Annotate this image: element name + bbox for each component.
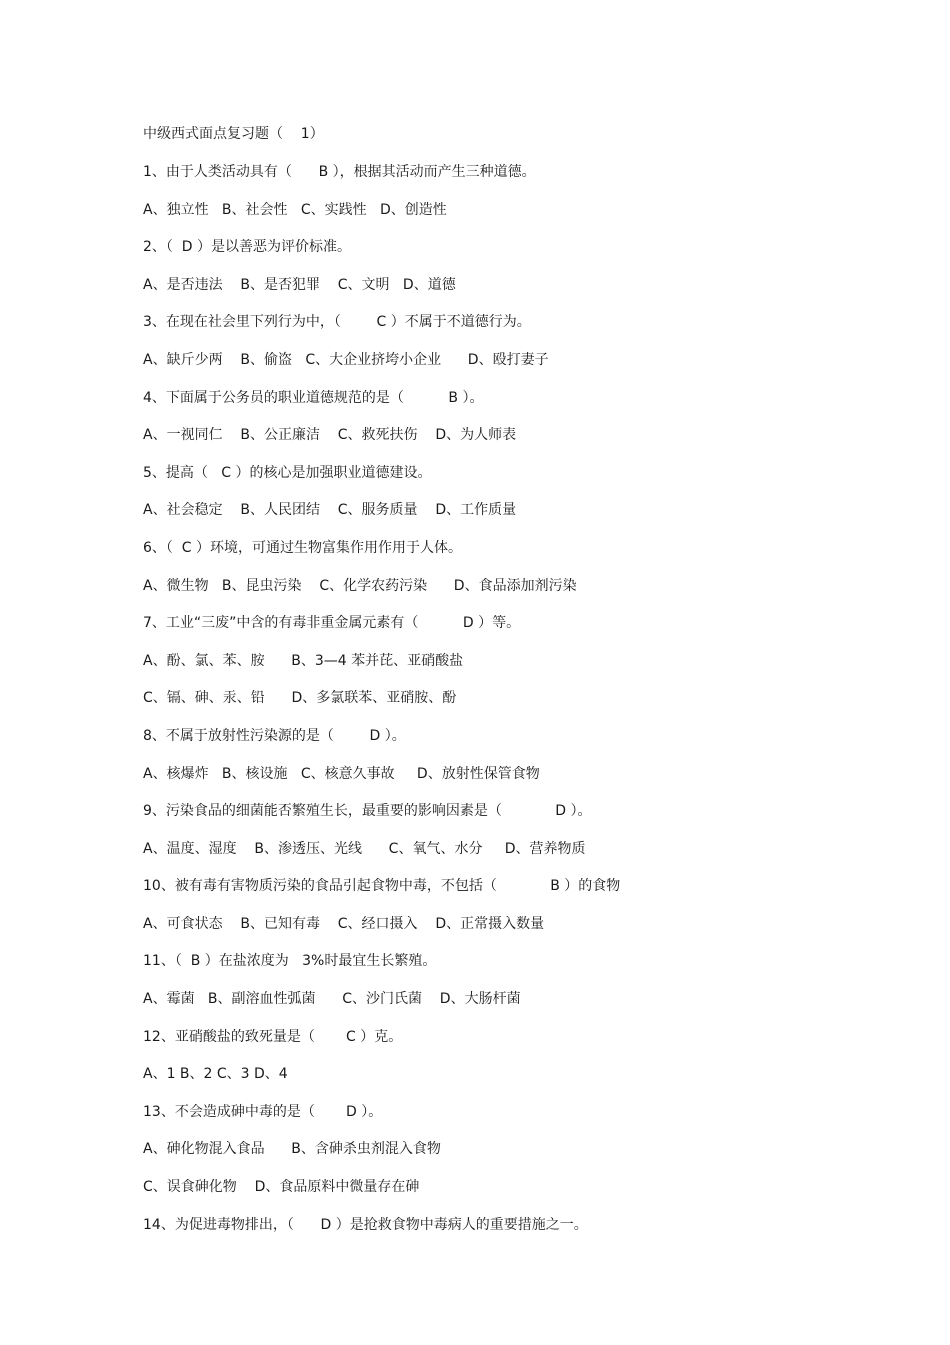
question-3-options: A、缺斤少两 B、偷盗 C、大企业挤垮小企业 D、殴打妻子: [143, 351, 549, 368]
question-11: 11、（ B ）在盐浓度为 3%时最宜生长繁殖。: [143, 953, 437, 970]
question-14: 14、为促进毒物排出，（ D ）是抢救食物中毒病人的重要措施之一。: [143, 1216, 588, 1233]
question-3: 3、在现在社会里下列行为中，（ C ）不属于不道德行为。: [143, 314, 531, 331]
question-5: 5、提高（ C ）的核心是加强职业道德建设。: [143, 464, 432, 481]
question-11-options: A、霉菌 B、副溶血性弧菌 C、沙门氏菌 D、大肠杆菌: [143, 991, 521, 1008]
question-list: [143, 160, 843, 1250]
question-12-options: A、1 B、2 C、3 D、4: [143, 1066, 288, 1083]
question-8: 8、不属于放射性污染源的是（ D ）。: [143, 727, 406, 744]
question-10: 10、被有毒有害物质污染的食品引起食物中毒，不包括（ B ）的食物: [143, 878, 621, 895]
question-5-options: A、社会稳定 B、人民团结 C、服务质量 D、工作质量: [143, 502, 517, 519]
question-2-options: A、是否违法 B、是否犯罪 C、文明 D、道德: [143, 276, 456, 293]
question-7-options-ab: A、酚、氯、苯、胺 B、3—4 苯并芘、亚硝酸盐: [143, 652, 464, 669]
question-13-options-ab: A、砷化物混入食品 B、含砷杀虫剂混入食物: [143, 1141, 441, 1158]
question-2: 2、（ D ）是以善恶为评价标准。: [143, 239, 352, 256]
question-10-options: A、可食状态 B、已知有毒 C、经口摄入 D、正常摄入数量: [143, 915, 545, 932]
question-9: 9、污染食品的细菌能否繁殖生长，最重要的影响因素是（ D ）。: [143, 803, 592, 820]
document-body: [143, 122, 843, 1250]
question-1-options: A、独立性 B、社会性 C、实践性 D、创造性: [143, 201, 447, 218]
question-4: 4、下面属于公务员的职业道德规范的是（ B ）。: [143, 389, 484, 406]
document-title: 中级西式面点复习题（ 1）: [143, 126, 324, 142]
question-9-options: A、温度、湿度 B、渗透压、光线 C、氧气、水分 D、营养物质: [143, 840, 586, 857]
question-7: 7、工业“三废”中含的有毒非重金属元素有（ D ）等。: [143, 615, 521, 632]
question-12: 12、亚硝酸盐的致死量是（ C ）克。: [143, 1028, 403, 1045]
question-4-options: A、一视同仁 B、公正廉洁 C、救死扶伤 D、为人师表: [143, 427, 517, 444]
question-7-options-cd: C、镉、砷、汞、铅 D、多氯联苯、亚硝胺、酚: [143, 690, 457, 707]
question-13-options-cd: C、误食砷化物 D、食品原料中微量存在砷: [143, 1179, 420, 1196]
question-13: 13、不会造成砷中毒的是（ D ）。: [143, 1103, 383, 1120]
question-1: 1、由于人类活动具有（ B ），根据其活动而产生三种道德。: [143, 164, 536, 180]
question-8-options: A、核爆炸 B、核设施 C、核意久事故 D、放射性保管食物: [143, 765, 540, 782]
question-6-options: A、微生物 B、昆虫污染 C、化学农药污染 D、食品添加剂污染: [143, 577, 577, 594]
question-6: 6、（ C ）环境，可通过生物富集作用作用于人体。: [143, 539, 463, 556]
